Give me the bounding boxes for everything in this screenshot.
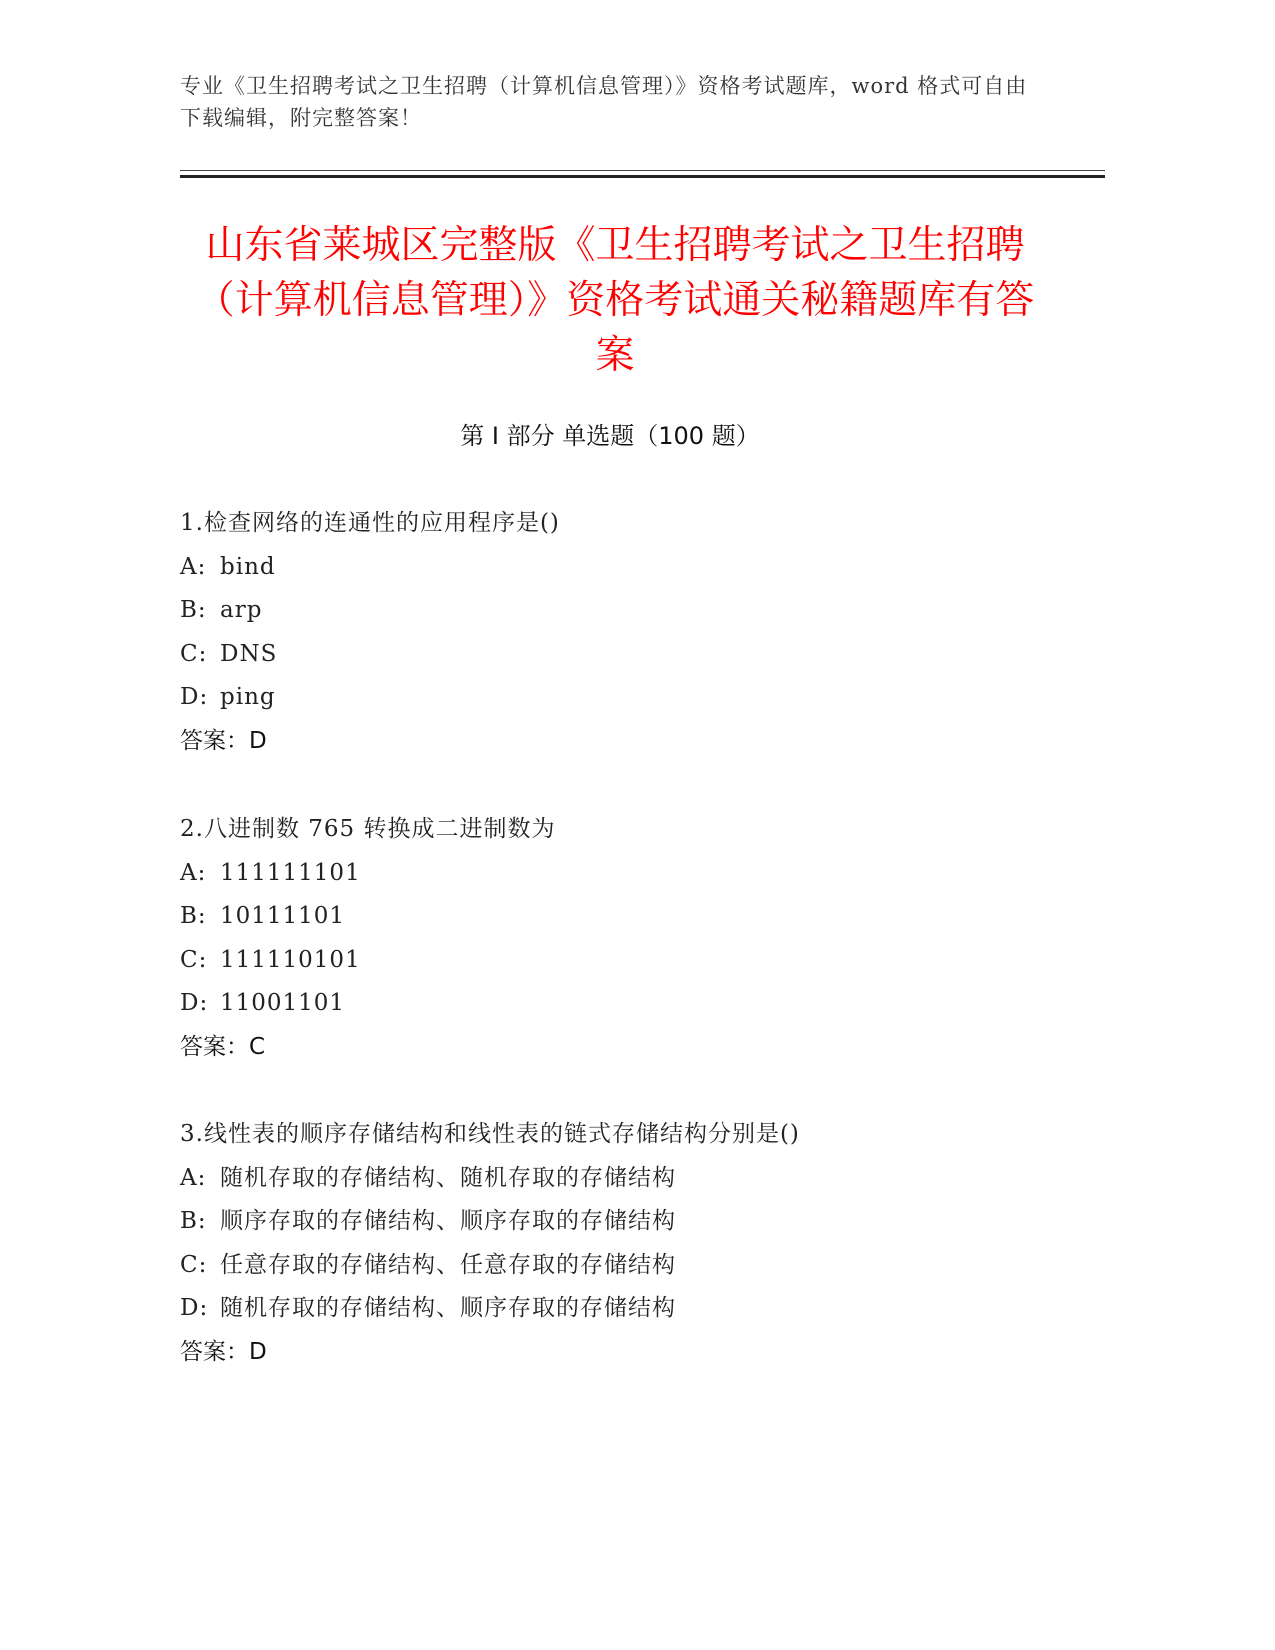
option-b — [180, 895, 1080, 939]
option-label: D: — [180, 684, 209, 710]
option-text: DNS — [220, 640, 278, 667]
option-d — [180, 1287, 1080, 1331]
option-a — [180, 1157, 1080, 1201]
answer-line — [180, 720, 1080, 764]
question-3 — [180, 1113, 1080, 1374]
option-label: B: — [180, 597, 207, 623]
option-label: C: — [180, 946, 208, 973]
option-c — [180, 1244, 1080, 1288]
header-divider-thick — [180, 175, 1105, 178]
question-stem: 2.八进制数 765 转换成二进制数为 — [180, 816, 556, 842]
option-text: 随机存取的存储结构、顺序存取的存储结构 — [220, 1295, 676, 1321]
option-text: 11001101 — [220, 990, 346, 1016]
answer-value: C — [249, 1033, 266, 1060]
option-text: 任意存取的存储结构、任意存取的存储结构 — [220, 1251, 676, 1278]
option-b — [180, 589, 1080, 633]
answer-label: 答案： — [180, 1338, 249, 1365]
option-text: bind — [220, 553, 276, 580]
answer-label: 答案： — [180, 1033, 249, 1060]
option-c — [180, 633, 1080, 677]
answer-value: D — [249, 1338, 267, 1365]
answer-value: D — [249, 727, 267, 754]
question-1 — [180, 502, 1080, 763]
section-heading: 第 I 部分 单选题（100 题） — [460, 422, 760, 450]
option-label: D: — [180, 1295, 209, 1321]
question-2 — [180, 808, 1080, 1069]
answer-line — [180, 1026, 1080, 1070]
option-text: 111110101 — [220, 946, 361, 973]
header-note: 专业《卫生招聘考试之卫生招聘（计算机信息管理）》资格考试题库，word 格式可自由下载编辑，附完整答案！ — [180, 74, 1028, 130]
option-a — [180, 546, 1080, 590]
option-text: 随机存取的存储结构、随机存取的存储结构 — [220, 1164, 676, 1191]
option-label: D: — [180, 990, 209, 1016]
option-label: C: — [180, 640, 208, 667]
option-label: C: — [180, 1251, 208, 1278]
option-d — [180, 676, 1080, 720]
question-stem: 3.线性表的顺序存储结构和线性表的链式存储结构分别是() — [180, 1121, 800, 1147]
option-a — [180, 852, 1080, 896]
option-text: ping — [220, 684, 276, 710]
header-divider-thin — [180, 170, 1105, 171]
option-d — [180, 982, 1080, 1026]
answer-line — [180, 1331, 1080, 1375]
option-c — [180, 939, 1080, 983]
option-label: B: — [180, 1208, 207, 1234]
option-text: 顺序存取的存储结构、顺序存取的存储结构 — [220, 1208, 676, 1234]
option-text: arp — [220, 597, 263, 623]
option-label: A: — [180, 1164, 207, 1191]
option-text: 111111101 — [220, 859, 361, 886]
option-label: A: — [180, 553, 207, 580]
option-text: 10111101 — [220, 903, 346, 929]
document-title: 山东省莱城区完整版《卫生招聘考试之卫生招聘（计算机信息管理）》资格考试通关秘籍题库有答案 — [195, 223, 1035, 378]
question-stem: 1.检查网络的连通性的应用程序是() — [180, 510, 560, 536]
option-b — [180, 1200, 1080, 1244]
option-label: B: — [180, 903, 207, 929]
answer-label: 答案： — [180, 727, 249, 754]
option-label: A: — [180, 859, 207, 886]
